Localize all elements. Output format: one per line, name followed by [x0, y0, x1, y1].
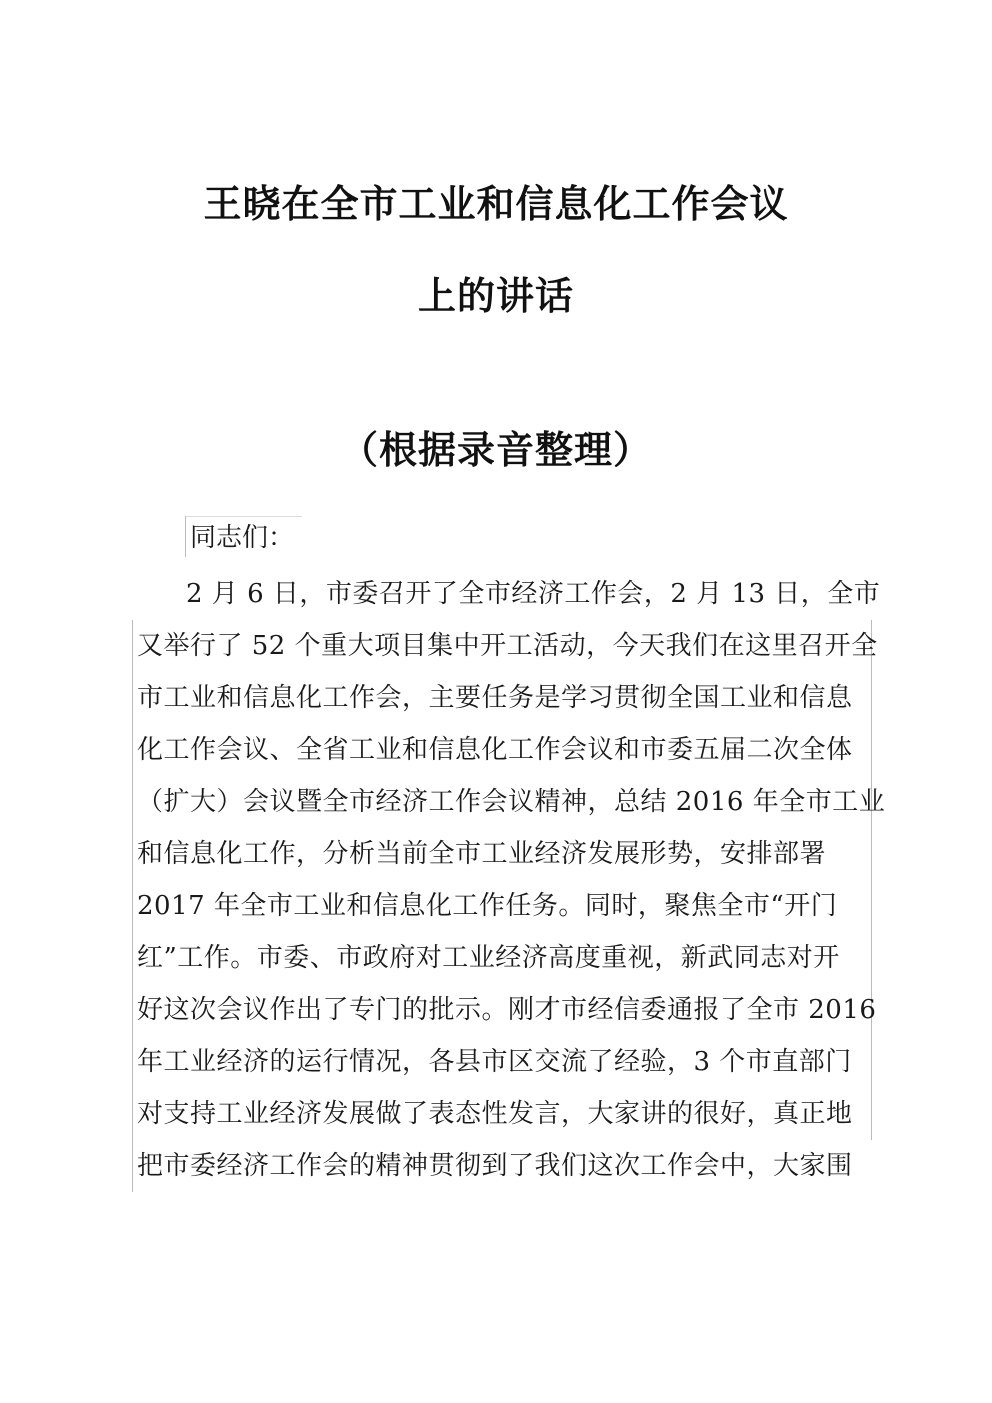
paragraph-line: 好这次会议作出了专门的批示。刚才市经信委通报了全市 2016: [132, 984, 872, 1036]
document-title-line-2: 上的讲话: [417, 274, 574, 318]
paragraph-line: 红”工作。市委、市政府对工业经济高度重视，新武同志对开: [132, 932, 872, 984]
paragraph-line: （扩大）会议暨全市经济工作会议精神，总结 2016 年全市工业: [132, 776, 872, 828]
paragraph-line: 又举行了 52 个重大项目集中开工活动，今天我们在这里召开全: [132, 620, 872, 672]
paragraph-line: 对支持工业经济发展做了表态性发言，大家讲的很好，真正地: [132, 1088, 872, 1140]
document-title-line-1: 王晓在全市工业和信息化工作会议: [203, 182, 789, 226]
paragraph-line: 把市委经济工作会的精神贯彻到了我们这次工作会中，大家围: [132, 1140, 872, 1192]
salutation: 同志们：: [185, 516, 302, 557]
paragraph-line: 市工业和信息化工作会，主要任务是学习贯彻全国工业和信息: [132, 672, 872, 724]
paragraph-line: 化工作会议、全省工业和信息化工作会议和市委五届二次全体: [132, 724, 872, 776]
paragraph-line: 2 月 6 日，市委召开了全市经济工作会，2 月 13 日，全市: [186, 579, 881, 609]
paragraph-line: 2017 年全市工业和信息化工作任务。同时，聚焦全市“开门: [132, 880, 872, 932]
document-subtitle: （根据录音整理）: [339, 428, 652, 472]
paragraph-line: 年工业经济的运行情况，各县市区交流了经验，3 个市直部门: [132, 1036, 872, 1088]
body-paragraph: [132, 568, 886, 1192]
paragraph-line: 和信息化工作，分析当前全市工业经济发展形势，安排部署: [132, 828, 872, 880]
